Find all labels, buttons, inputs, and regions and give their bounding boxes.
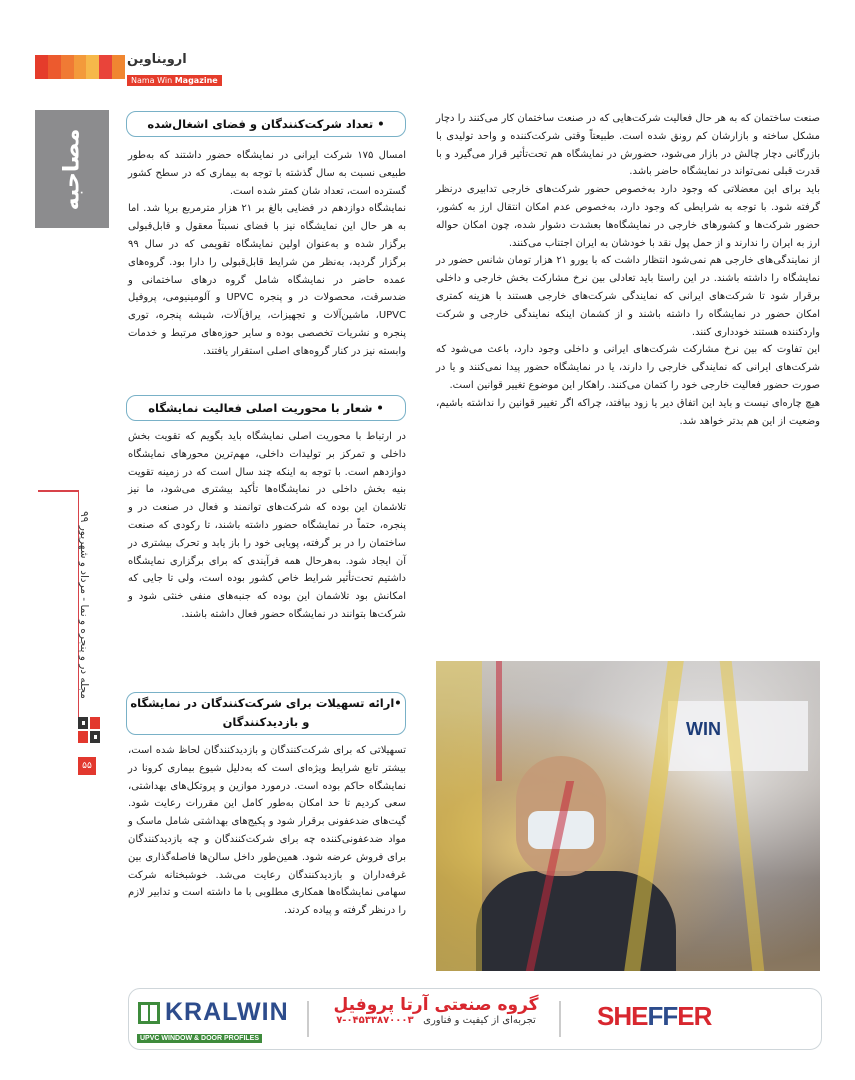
paragraph: در ارتباط با محوریت اصلی نمایشگاه باید بگویم که تقویت بخش داخلی و تمرکز بر تولیدات داخلی، مهم‌ترین محورهای نمایشگاه دوازدهم است. با توجه به اینکه چند سال است که در زمینه تقویت بنیه بخش داخلی در نمایشگاه‌ها تأکید بیشتری می‌شود، ما نیز تلاشمان این بوده که شرکت‌های توانمند و فعال در صنعت در و پنجره، حتماً در نمایشگاه حضور داشته باشند، تا رکودی که صنعت ساختمان را در بر گرفته، پویایی خود را باز یابد و تحرک بیشتری در آن ایجاد شود. به‌هرحال همه فرآیندی که برای برگزاری نمایشگاه داشتیم تحت‌تأثیر شرایط خاص کشور بوده است، ولی تا جایی که امکانش بود تلاشمان این بوده که جنبه‌های منفی خنثی شود و شرکت‌ها بتوانند در نمایشگاه حضور فعال داشته باشند. xyxy=(128,431,406,620)
stripe xyxy=(112,55,125,79)
paragraph: هیچ چاره‌ای نیست و باید این اتفاق دیر یا زود بیافتد، چراکه اگر تغییر قوانین را نداشته باشیم، وضعیت از این هم بدتر خواهد شد. xyxy=(436,397,820,427)
tape-stripe xyxy=(436,661,482,971)
ad-phone: ۰۴۵۳۳۸۷۰۰۰۳-۷ xyxy=(336,1015,414,1026)
stripe xyxy=(74,55,87,79)
page-number: ۵۵ xyxy=(78,757,96,775)
paragraph: امسال ۱۷۵ شرکت ایرانی در نمایشگاه حضور داشتند که به‌طور طبیعی نسبت به سال گذشته با توجه به بیماری که در سطح کشور گسترده است، تعداد شان کمتر شده است. xyxy=(128,150,406,197)
magazine-logo xyxy=(127,52,237,85)
stripe xyxy=(99,55,112,79)
left-column-section-2 xyxy=(128,428,406,624)
exhibition-photo xyxy=(436,661,820,971)
ad-center xyxy=(321,995,551,1026)
kralwin-subtitle: UPVC WINDOW & DOOR PROFILES xyxy=(137,1034,262,1043)
paragraph: از نمایندگی‌های خارجی هم نمی‌شود انتظار داشت که با یورو ۲۱ هزار تومان شانس حضور در نمایشگاه را داشته باشند. در این راستا باید تعادلی بین نرخ مشارکت بخش خارجی و داخلی برقرار شود تا شرکت‌های ایرانی که نمایندگی شرکت‌های خارجی هستند با هزینه کمتری امکان حضور در نمایشگاه را داشته باشند و از کشمان اینکه نمایندگی خارجی و شرکت واردکننده هستند خودداری کنند. xyxy=(436,255,820,338)
section-tab xyxy=(35,110,109,228)
paragraph: نمایشگاه دوازدهم در فضایی بالغ بر ۲۱ هزار مترمربع برپا شد. اما به هر حال این نمایشگاه نیز با فضای نسبتاً معقول و قابل‌قبولی برگزار شده و به‌عنوان اولین نمایشگاه تقویمی که در سال ۹۹ برگزار گردید، به‌نظر من شرایط قابل‌قبولی را دارا بود. گروه‌های عمده حاضر در نمایشگاه شامل گروه درهای ساختمانی و ضدسرقت، محصولات در و پنجره UPVC و آلومینیومی، پروفیل UPVC، ماشین‌آلات و تجهیزات، یراق‌آلات، شیشه پنجره، توری پنجره و نشریات تخصصی بوده و سایر حوزه‌های مرتبط و خدمات وابسته نیز در کنار گروه‌های اصلی استقرار یافتند. xyxy=(128,203,406,357)
window-icon xyxy=(137,1001,161,1025)
divider xyxy=(307,1001,309,1037)
logo-sub-magazine: Magazine xyxy=(174,76,218,85)
left-column-section-3 xyxy=(128,742,406,920)
paragraph: تسهیلاتی که برای شرکت‌کنندگان و بازدیدکنندگان لحاظ شده است، بیشتر تابع شرایط ویژه‌ای است که به‌دلیل شیوع بیماری کرونا در نمایشگاه حاکم بوده است. درمورد موازین و پروتکل‌های بهداشتی، سعی کردیم تا حد امکان به‌طور کامل این مقررات رعایت شود. گیت‌های ضدعفونی برقرار شود و پکیج‌های بهداشتی شامل ماسک و مواد ضدعفونی‌کننده چه برای شرکت‌کنندگان و چه بازدیدکنندگان برای فروش عرضه شود. همین‌طور داخل سالن‌ها فاصله‌گذاری بین غرفه‌داران و بازدیدکنندگان رعایت می‌شد. خوشبختانه شرکت سهامی نمایشگاه‌ها همکاری مطلوبی با ما داشته است و تدابیر لازم را درنظر گرفته و پیاده کردند. xyxy=(128,745,406,917)
sheffer-c: ER xyxy=(677,1001,712,1031)
stripe xyxy=(48,55,61,79)
ad-title: گروه صنعتی آرتا پروفیل xyxy=(333,995,539,1015)
header-color-stripes xyxy=(35,55,125,79)
divider xyxy=(559,1001,561,1037)
sheffer-a: SHE xyxy=(597,1001,648,1031)
section-heading: • شعار با محوریت اصلی فعالیت نمایشگاه xyxy=(126,395,406,421)
paragraph: باید برای این معضلاتی که وجود دارد به‌خصوص حضور شرکت‌های خارجی تدابیری درنظر گرفته شود. با توجه به شرایطی که وجود دارد، به‌خصوص عدم امکان انتقال ارز به کشور، حضور شرکت‌ها و کشورهای خارجی در نمایشگاه‌ها بعشدت دشوار شده، چون امکان حواله ارز به ایران را ندارند و از حمل پول نقد با خودشان به ایران اجتناب می‌کنند. xyxy=(436,184,820,249)
kralwin-logo xyxy=(137,998,302,1042)
red-tape xyxy=(496,661,502,781)
kralwin-name: KRALWIN xyxy=(165,998,289,1026)
section-heading: • تعداد شرکت‌کنندگان و فضای اشغال‌شده xyxy=(126,111,406,137)
stripe xyxy=(86,55,99,79)
right-column xyxy=(436,110,820,430)
booth-sign: WIN xyxy=(686,719,721,739)
ad-tagline-row xyxy=(321,1015,551,1026)
issue-line xyxy=(74,500,94,710)
logo-text: ارویناوین xyxy=(127,52,187,67)
section-label: مصاحبه xyxy=(59,128,85,210)
section-heading: •ارائه تسهیلات برای شرکت‌کنندگان در نمایشگاه و بازدیدکنندگان xyxy=(126,692,406,735)
logo-sub-name: Nama Win xyxy=(131,76,173,85)
paragraph: صنعت ساختمان که به هر حال فعالیت شرکت‌هایی که در صنعت ساختمان کار می‌کنند را دچار مشکل ساخته و بازارشان کم رونق شده است. طبیعتاً وقتی شرکت‌کننده و واحد تولیدی با بازرگانی دچار چالش در بازار می‌شود، حضورش در نمایشگاه هم تحت‌تأثیر قرار می‌گیرد و با قدرت قبلی نمی‌تواند در نمایشگاه حاضر باشد. xyxy=(436,113,820,178)
logo-subtitle xyxy=(127,75,222,86)
stripe xyxy=(35,55,48,79)
window-door-icon xyxy=(76,715,102,745)
divider xyxy=(38,490,78,492)
advertisement-banner[interactable] xyxy=(128,988,822,1050)
issue-text: مجله در و پنجره و نما - مرداد و شهریور ۹۹ xyxy=(78,511,90,699)
left-column-section-1 xyxy=(128,147,406,361)
paragraph: این تفاوت که بین نرخ مشارکت شرکت‌های ایرانی و داخلی وجود دارد، باعث می‌شود که شرکت‌های ایرانی که نمایندگی خارجی را دارند، یا در نمایشگاه حضور پیدا نمی‌کنند و یا در صورت حضور فعالیت خارجی خود را کتمان می‌کنند. راهکار این موضوع تغییر قوانین است. xyxy=(436,344,820,391)
ad-tagline: تجربه‌ای از کیفیت و فناوری xyxy=(423,1015,536,1026)
sheffer-b: FF xyxy=(647,1001,678,1031)
sheffer-logo xyxy=(597,1001,712,1035)
stripe xyxy=(61,55,74,79)
